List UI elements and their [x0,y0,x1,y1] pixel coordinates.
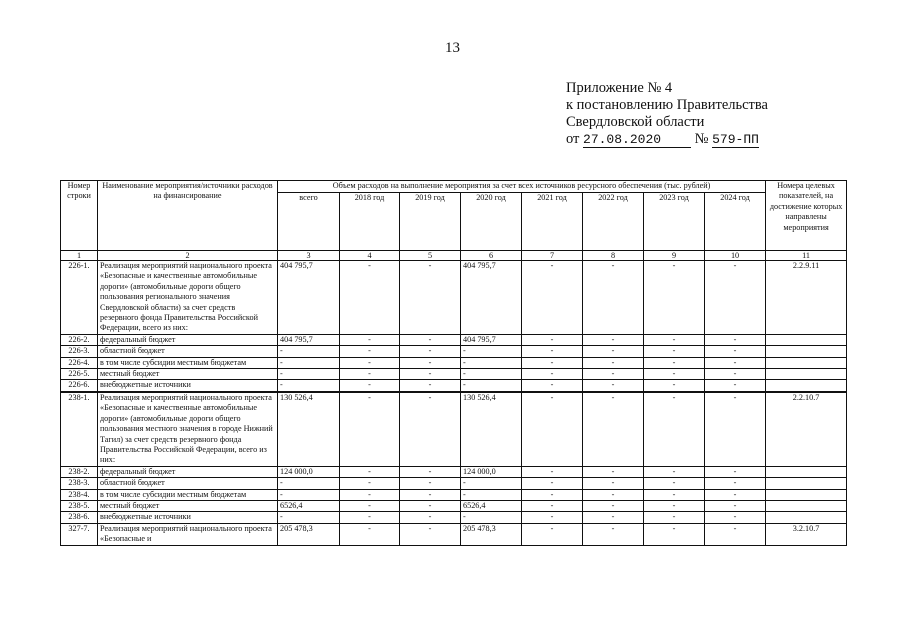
column-number: 11 [766,251,847,261]
cell-y2019: - [400,380,461,392]
cell-y2019: - [400,334,461,345]
row-target [766,500,847,511]
table-row [61,512,847,523]
cell-total: 404 795,7 [278,261,340,335]
cell-y2021: - [522,466,583,477]
cell-y2023: - [644,466,705,477]
column-number: 1 [61,251,98,261]
header-2022: 2022 год [583,193,644,251]
cell-y2023: - [644,261,705,335]
cell-y2018: - [340,380,400,392]
cell-y2022: - [583,512,644,523]
cell-y2021: - [522,357,583,368]
cell-y2021: - [522,369,583,380]
cell-y2020: - [461,512,522,523]
cell-y2022: - [583,466,644,477]
cell-y2023: - [644,489,705,500]
cell-y2022: - [583,357,644,368]
row-name: внебюджетные источники [98,512,278,523]
cell-y2018: - [340,478,400,489]
cell-y2022: - [583,500,644,511]
expenditure-table [60,180,847,546]
cell-total: - [278,346,340,357]
cell-y2021: - [522,500,583,511]
cell-y2021: - [522,261,583,335]
cell-y2021: - [522,346,583,357]
cell-y2021: - [522,478,583,489]
cell-y2022: - [583,334,644,345]
row-name: Реализация мероприятий национального проекта «Безопасные и [98,523,278,545]
row-name: Реализация мероприятий национального проекта «Безопасные и качественные автомобильные дороги» (автомобильные дороги общего пользования регионального значения Свердловской области) за счет средств резервного фонда Правительства Российской Федерации, всего из них: [98,261,278,335]
cell-y2024: - [705,512,766,523]
table-row [61,392,847,466]
row-number: 238-4. [61,489,98,500]
cell-y2020: 404 795,7 [461,334,522,345]
appendix-region: Свердловской области [566,114,705,130]
cell-y2021: - [522,334,583,345]
appendix-title: Приложение № 4 [566,80,673,96]
table-row [61,478,847,489]
cell-total: - [278,357,340,368]
appendix-block [566,80,768,148]
column-number: 9 [644,251,705,261]
header-total: всего [278,193,340,251]
cell-y2023: - [644,357,705,368]
cell-y2024: - [705,369,766,380]
header-volume: Объем расходов на выполнение мероприятия за счет всех источников ресурсного обеспечения (тыс. рублей) [278,181,766,193]
table-row [61,369,847,380]
column-number-row [61,251,847,261]
row-number: 226-3. [61,346,98,357]
cell-total: - [278,369,340,380]
cell-y2022: - [583,478,644,489]
row-number: 226-2. [61,334,98,345]
header-2018: 2018 год [340,193,400,251]
cell-y2018: - [340,392,400,466]
decree-number: 579-ПП [712,132,759,147]
cell-y2022: - [583,392,644,466]
cell-y2023: - [644,512,705,523]
row-name: областной бюджет [98,478,278,489]
row-name: в том числе субсидии местным бюджетам [98,489,278,500]
cell-y2020: 404 795,7 [461,261,522,335]
table-body [61,251,847,546]
column-number: 10 [705,251,766,261]
cell-y2019: - [400,523,461,545]
header-2023: 2023 год [644,193,705,251]
row-name: в том числе субсидии местным бюджетам [98,357,278,368]
cell-y2024: - [705,392,766,466]
cell-y2019: - [400,346,461,357]
cell-total: - [278,489,340,500]
row-target [766,334,847,345]
cell-y2023: - [644,478,705,489]
cell-y2018: - [340,523,400,545]
cell-y2022: - [583,380,644,392]
cell-y2020: 124 000,0 [461,466,522,477]
cell-total: 124 000,0 [278,466,340,477]
row-target [766,466,847,477]
row-target [766,346,847,357]
row-target [766,489,847,500]
cell-y2020: - [461,357,522,368]
cell-y2022: - [583,523,644,545]
cell-y2019: - [400,466,461,477]
cell-y2024: - [705,346,766,357]
cell-y2020: - [461,380,522,392]
cell-y2024: - [705,478,766,489]
cell-y2020: - [461,489,522,500]
table-row [61,466,847,477]
cell-total: - [278,478,340,489]
cell-y2018: - [340,334,400,345]
cell-total: 404 795,7 [278,334,340,345]
column-number: 2 [98,251,278,261]
cell-y2022: - [583,346,644,357]
cell-y2018: - [340,357,400,368]
cell-y2018: - [340,489,400,500]
cell-y2024: - [705,357,766,368]
cell-y2023: - [644,334,705,345]
cell-y2020: 130 526,4 [461,392,522,466]
from-label: от [566,131,580,147]
row-number: 238-5. [61,500,98,511]
column-number: 7 [522,251,583,261]
cell-y2021: - [522,392,583,466]
header-row-top [61,181,847,193]
cell-y2019: - [400,261,461,335]
column-number: 8 [583,251,644,261]
cell-y2019: - [400,478,461,489]
row-name: внебюджетные источники [98,380,278,392]
header-2019: 2019 год [400,193,461,251]
cell-y2019: - [400,369,461,380]
table-row [61,357,847,368]
cell-y2021: - [522,523,583,545]
cell-total: - [278,512,340,523]
cell-y2024: - [705,261,766,335]
table-row [61,523,847,545]
cell-y2018: - [340,512,400,523]
header-row-no: Номер строки [61,181,98,251]
row-number: 226-4. [61,357,98,368]
row-target: 2.2.10.7 [766,392,847,466]
page-number: 13 [445,40,460,56]
cell-y2022: - [583,489,644,500]
column-number: 5 [400,251,461,261]
row-number: 226-1. [61,261,98,335]
cell-total: 130 526,4 [278,392,340,466]
row-target [766,380,847,392]
cell-y2018: - [340,369,400,380]
cell-y2024: - [705,466,766,477]
cell-total: 6526,4 [278,500,340,511]
cell-y2018: - [340,466,400,477]
cell-y2020: - [461,478,522,489]
cell-y2021: - [522,512,583,523]
cell-total: 205 478,3 [278,523,340,545]
header-2024: 2024 год [705,193,766,251]
appendix-decree: к постановлению Правительства [566,97,768,113]
cell-y2024: - [705,500,766,511]
cell-y2019: - [400,500,461,511]
table-row [61,489,847,500]
cell-y2019: - [400,392,461,466]
row-number: 226-5. [61,369,98,380]
decree-date: 27.08.2020 [583,133,691,148]
row-name: Реализация мероприятий национального проекта «Безопасные и качественные автомобильные дороги» (автомобильные дороги общего пользования местного значения в городе Нижний Тагил) за счет средств резервного фонда Правительства Российской Федерации, всего из них: [98,392,278,466]
header-2020: 2020 год [461,193,522,251]
column-number: 4 [340,251,400,261]
cell-y2023: - [644,500,705,511]
cell-y2022: - [583,261,644,335]
row-target [766,357,847,368]
cell-y2022: - [583,369,644,380]
cell-y2024: - [705,380,766,392]
row-number: 238-3. [61,478,98,489]
row-name: областной бюджет [98,346,278,357]
column-number: 3 [278,251,340,261]
cell-y2018: - [340,500,400,511]
row-target [766,478,847,489]
cell-y2020: - [461,369,522,380]
cell-y2019: - [400,357,461,368]
row-target: 2.2.9.11 [766,261,847,335]
header-targets: Номера целевых показателей, на достижение которых направлены мероприятия [766,181,847,251]
cell-y2024: - [705,334,766,345]
row-name: федеральный бюджет [98,334,278,345]
row-target [766,369,847,380]
cell-y2020: - [461,346,522,357]
table-row [61,380,847,392]
column-number: 6 [461,251,522,261]
row-target: 3.2.10.7 [766,523,847,545]
table-row [61,500,847,511]
row-number: 238-2. [61,466,98,477]
table-row [61,261,847,335]
header-name: Наименование мероприятия/источники расходов на финансирование [98,181,278,251]
cell-y2024: - [705,489,766,500]
header-2021: 2021 год [522,193,583,251]
row-number: 238-6. [61,512,98,523]
table-row [61,346,847,357]
number-label: № [694,131,709,147]
cell-y2023: - [644,369,705,380]
cell-y2018: - [340,346,400,357]
cell-y2023: - [644,380,705,392]
appendix-date-number [566,131,768,148]
row-name: местный бюджет [98,500,278,511]
cell-y2024: - [705,523,766,545]
cell-y2020: 205 478,3 [461,523,522,545]
cell-y2023: - [644,392,705,466]
row-target [766,512,847,523]
table-row [61,334,847,345]
row-number: 238-1. [61,392,98,466]
row-name: федеральный бюджет [98,466,278,477]
row-name: местный бюджет [98,369,278,380]
cell-y2021: - [522,489,583,500]
cell-y2021: - [522,380,583,392]
cell-y2019: - [400,512,461,523]
cell-y2018: - [340,261,400,335]
row-number: 327-7. [61,523,98,545]
cell-y2019: - [400,489,461,500]
cell-y2023: - [644,346,705,357]
cell-y2023: - [644,523,705,545]
cell-total: - [278,380,340,392]
cell-y2020: 6526,4 [461,500,522,511]
row-number: 226-6. [61,380,98,392]
